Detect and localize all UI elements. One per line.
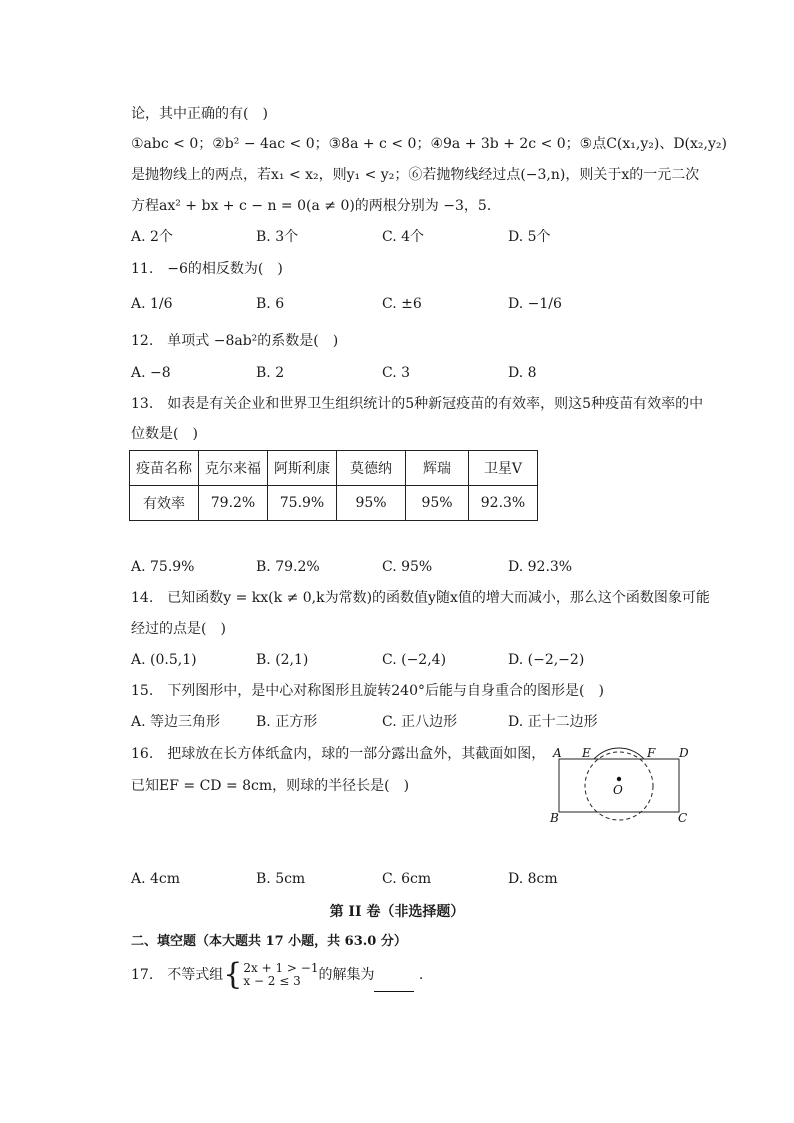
label-e: E xyxy=(582,746,591,760)
inequality-2: x − 2 ≤ 3 xyxy=(243,974,301,988)
table-header-cell: 卫星V xyxy=(469,451,538,486)
q16-option-d: D. 8cm xyxy=(508,871,558,887)
q16-option-a: A. 4cm xyxy=(131,871,181,887)
q15-option-c: C. 正八边形 xyxy=(382,714,458,730)
q13-option-d: D. 92.3% xyxy=(508,559,573,575)
q14-line-2: 经过的点是( ) xyxy=(131,621,226,637)
brace-icon: { xyxy=(223,957,243,992)
inequality-1: 2x + 1 > −1 xyxy=(243,961,319,975)
q14-line-1: 14. 已知函数y = kx(k ≠ 0,k为常数)的函数值y随x值的增大而减小，那么这个函数图象可能 xyxy=(131,590,710,606)
q17-suffix: 的解集为 xyxy=(318,967,375,983)
table-header-cell: 疫苗名称 xyxy=(130,451,199,486)
q13-line-2: 位数是( ) xyxy=(131,426,198,442)
section-subtitle: 二、填空题（本大题共 17 小题，共 63.0 分） xyxy=(131,934,407,949)
q17-prefix: 17. 不等式组 xyxy=(131,967,224,983)
q12-stem: 12. 单项式 −8ab²的系数是( ) xyxy=(131,333,339,349)
label-a: A xyxy=(553,746,562,760)
table-cell: 有效率 xyxy=(130,486,199,521)
table-row xyxy=(130,486,538,521)
q12-option-a: A. −8 xyxy=(131,365,171,381)
table-cell: 92.3% xyxy=(469,486,538,521)
label-o: O xyxy=(613,783,623,797)
q10-option-a: A. 2个 xyxy=(131,229,173,245)
label-d: D xyxy=(679,746,689,760)
q15-option-a: A. 等边三角形 xyxy=(131,714,221,730)
table-cell: 79.2% xyxy=(199,486,268,521)
q14-option-d: D. (−2,−2) xyxy=(508,652,585,668)
q13-option-a: A. 75.9% xyxy=(131,559,195,575)
q13-option-b: B. 79.2% xyxy=(256,559,320,575)
q11-option-a: A. 1/6 xyxy=(131,296,173,312)
q11-option-b: B. 6 xyxy=(256,296,285,312)
table-header-cell: 阿斯利康 xyxy=(268,451,337,486)
q10-line-4: 方程ax² + bx + c − n = 0(a ≠ 0)的两根分别为 −3，5. xyxy=(131,198,492,214)
table-cell: 95% xyxy=(406,486,469,521)
label-c: C xyxy=(678,811,688,825)
q10-option-d: D. 5个 xyxy=(508,229,551,245)
table-cell: 75.9% xyxy=(268,486,337,521)
q10-option-c: C. 4个 xyxy=(382,229,425,245)
q10-line-1: 论，其中正确的有( ) xyxy=(131,106,268,122)
label-b: B xyxy=(550,811,559,825)
q17-line xyxy=(131,958,423,992)
q13-option-c: C. 95% xyxy=(382,559,433,575)
section-title: 第 II 卷（非选择题） xyxy=(329,904,465,920)
q12-option-c: C. 3 xyxy=(382,365,411,381)
table-header-cell: 辉瑞 xyxy=(406,451,469,486)
table-header-cell: 克尔来福 xyxy=(199,451,268,486)
answer-blank xyxy=(374,977,414,992)
table-row xyxy=(130,451,538,486)
vaccine-table xyxy=(129,450,538,521)
table-cell: 95% xyxy=(337,486,406,521)
q14-option-c: C. (−2,4) xyxy=(382,652,447,668)
table-header-cell: 莫德纳 xyxy=(337,451,406,486)
q14-option-a: A. (0.5,1) xyxy=(131,652,197,668)
q11-stem: 11. −6的相反数为( ) xyxy=(131,261,283,277)
q13-line-1: 13. 如表是有关企业和世界卫生组织统计的5种新冠疫苗的有效率，则这5种疫苗有效率的中 xyxy=(131,396,704,412)
q11-option-d: D. −1/6 xyxy=(508,296,562,312)
inequality-system xyxy=(243,962,318,988)
q12-option-d: D. 8 xyxy=(508,365,537,381)
q16-line-2: 已知EF = CD = 8cm，则球的半径长是( ) xyxy=(131,778,410,794)
q12-option-b: B. 2 xyxy=(256,365,285,381)
q14-option-b: B. (2,1) xyxy=(256,652,309,668)
q17-end: . xyxy=(418,967,424,983)
q10-line-3: 是抛物线上的两点，若x₁ < x₂，则y₁ < y₂；⑥若抛物线经过点(−3,n)，则关于x的一元二次 xyxy=(131,167,700,183)
box-ball-figure xyxy=(545,740,705,832)
q15-option-b: B. 正方形 xyxy=(256,714,318,730)
q10-line-2: ①abc < 0；②b² − 4ac < 0；③8a + c < 0；④9a + 3b + 2c < 0；⑤点C(x₁,y₂)、D(x₂,y₂) xyxy=(131,136,727,152)
q16-option-b: B. 5cm xyxy=(256,871,306,887)
label-f: F xyxy=(647,746,656,760)
q16-line-1: 16. 把球放在长方体纸盒内，球的一部分露出盒外，其截面如图， xyxy=(131,746,546,762)
q15-option-d: D. 正十二边形 xyxy=(508,714,598,730)
q15-stem: 15. 下列图形中，是中心对称图形且旋转240°后能与自身重合的图形是( ) xyxy=(131,683,604,699)
q11-option-c: C. ±6 xyxy=(382,296,422,312)
center-point xyxy=(617,777,621,781)
q16-option-c: C. 6cm xyxy=(382,871,432,887)
q10-option-b: B. 3个 xyxy=(256,229,299,245)
